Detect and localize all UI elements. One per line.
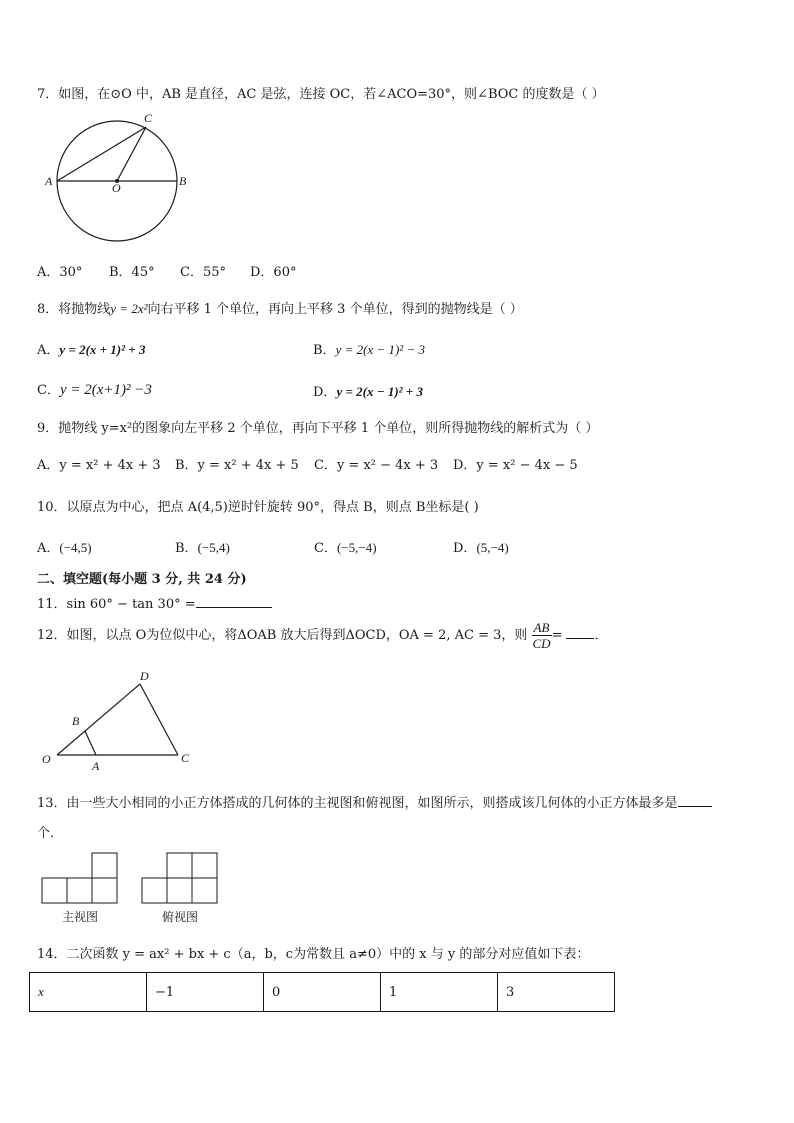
q10-option-d-val: (5,−4)	[476, 540, 509, 555]
label-b: B	[179, 174, 187, 188]
label-o12: O	[42, 752, 51, 766]
table-cell: x	[30, 973, 147, 1012]
front-view	[42, 853, 117, 903]
q12-frac-num: AB	[532, 620, 552, 636]
q8-text-pre: 8．将抛物线	[37, 302, 111, 317]
q13-line2: 个．	[37, 826, 64, 841]
q8-text-post: 向右平移 1 个单位，再向上平移 3 个单位，得到的抛物线是（ ）	[147, 302, 523, 317]
q9-text: 9．抛物线 y=x²的图象向左平移 2 个单位，再向下平移 1 个单位，则所得抛物线的解析式为（ ）	[37, 421, 599, 436]
q14-value-table	[29, 972, 615, 1012]
table-cell: 1	[381, 973, 498, 1012]
q12-text-pre: 12．如图，以点 O为位似中心，将ΔOAB 放大后得到ΔOCD，OA = 2, AC = 3，则	[37, 628, 528, 643]
caption-top-view: 俯视图	[162, 910, 199, 924]
q7-option-b: B．45°	[109, 265, 155, 280]
q14-text: 14．二次函数 y = ax² + bx + c（a，b，c为常数且 a≠0）中的 x 与 y 的部分对应值如下表：	[37, 947, 590, 962]
q8-option-b-letter: B．	[313, 343, 336, 358]
q8-option-a-expr: y = 2(x + 1)² + 3	[59, 342, 146, 357]
q8-option-c-letter: C．	[37, 383, 60, 398]
q13-text: 13．由一些大小相同的小正方体搭成的几何体的主视图和俯视图，如图所示，则搭成该几何体的小正方体最多是	[37, 796, 678, 811]
label-c: C	[144, 111, 153, 125]
q9-option-a: A．y = x² + 4x + 3	[37, 458, 161, 473]
label-a: A	[45, 174, 53, 188]
q10-option-c-letter: C．	[314, 541, 337, 556]
section-title: 二、填空题(每小题 3 分, 共 24 分)	[37, 572, 247, 587]
q7-option-a: A．30°	[37, 265, 83, 280]
q10-option-a-val: (−4,5)	[59, 540, 92, 555]
q10-option-a-letter: A．	[37, 541, 60, 556]
q12-frac-den: CD	[532, 636, 551, 651]
table-row	[30, 973, 615, 1012]
table-cell: 3	[498, 973, 615, 1012]
q8-option-a-letter: A．	[37, 343, 60, 358]
q10-option-b-val: (−5,4)	[197, 540, 230, 555]
q8-option-d-expr: y = 2(x − 1)² + 3	[336, 384, 423, 399]
q10-option-b-letter: B．	[175, 541, 198, 556]
label-b12: B	[72, 714, 80, 728]
q7-text: 7．如图，在⊙O 中，AB 是直径，AC 是弦，连接 OC，若∠ACO=30°，则∠BOC 的度数是（ ）	[37, 87, 605, 102]
q10-option-d-letter: D．	[453, 541, 477, 556]
q8-expr: y = 2x²	[110, 301, 148, 316]
label-o: O	[112, 181, 121, 195]
q10-text: 10．以原点为中心，把点 A(4,5)逆时针旋转 90°，得点 B，则点 B坐标是( )	[37, 500, 479, 515]
label-c12: C	[181, 751, 190, 765]
q9-option-c: C．y = x² − 4x + 3	[314, 458, 439, 473]
table-cell: −1	[147, 973, 264, 1012]
q8-option-d-letter: D．	[313, 385, 337, 400]
q9-option-b: B．y = x² + 4x + 5	[175, 458, 299, 473]
table-cell: 0	[264, 973, 381, 1012]
q12-end: ．	[594, 628, 608, 643]
q8-option-c-expr: y = 2(x+1)² −3	[59, 382, 152, 398]
caption-front-view: 主视图	[62, 910, 99, 924]
label-d: D	[140, 669, 149, 683]
q8-option-b-expr: y = 2(x − 1)² − 3	[335, 342, 425, 357]
q9-option-d: D．y = x² − 4x − 5	[453, 458, 578, 473]
q7-option-d: D．60°	[250, 265, 297, 280]
top-view	[142, 853, 217, 903]
q11-text: 11．sin 60° − tan 30° =	[37, 597, 196, 612]
q12-equals: =	[551, 628, 563, 643]
label-a12: A	[92, 759, 100, 773]
q7-option-c: C．55°	[180, 265, 226, 280]
q10-option-c-val: (−5,−4)	[336, 540, 377, 555]
